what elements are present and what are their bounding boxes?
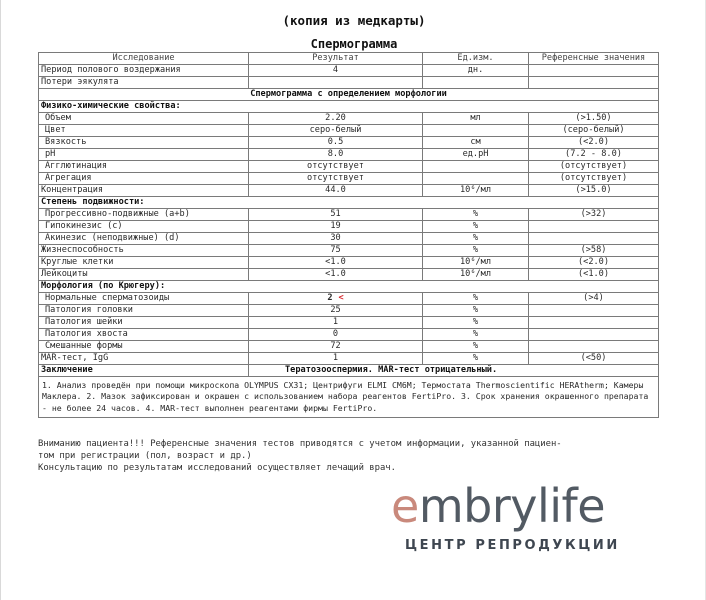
table-row: Нормальные сперматозоиды 2 < % (>4)	[39, 293, 659, 305]
table-row: Прогрессивно-подвижные (a+b) 51 % (>32)	[39, 209, 659, 221]
notice-line: Вниманию пациента!!! Референсные значения тестов приводятся с учетом информации, указанной пациен-	[38, 439, 562, 449]
conclusion-text: Тератозооспермия. MAR-тест отрицательный.	[249, 365, 659, 377]
low-flag: <	[338, 293, 344, 303]
table-row: Вязкость 0.5 см (<2.0)	[39, 137, 659, 149]
section-header-row	[39, 89, 659, 101]
logo-word-rest: mbrylife	[418, 479, 606, 533]
group-header-row	[39, 101, 659, 113]
copy-note: (копия из медкарты)	[282, 13, 426, 28]
abnormal-result: 2	[327, 293, 333, 303]
notice-line: Консультацию по результатам исследований осуществляет лечащий врач.	[38, 463, 396, 474]
column-header: Референсные значения	[529, 53, 659, 65]
table-row: Патология шейки 1 %	[39, 317, 659, 329]
conclusion-row	[39, 365, 659, 377]
table-row: Патология хвоста 0 %	[39, 329, 659, 341]
logo-accent-letter: e	[391, 479, 419, 533]
table-row: Цвет серо-белый (серо-белый)	[39, 125, 659, 137]
table-row: Смешанные формы 72 %	[39, 341, 659, 353]
table-row: Круглые клетки <1.0 10⁶/мл (<2.0)	[39, 257, 659, 269]
group-header-row	[39, 281, 659, 293]
notice-line: том при регистрации (пол, возраст и др.)	[38, 451, 252, 462]
table-row: Агглютинация отсутствует (отсутствует)	[39, 161, 659, 173]
column-header: Результат	[249, 53, 423, 65]
table-row: Лейкоциты <1.0 10⁶/мл (<1.0)	[39, 269, 659, 281]
spermogram-table	[38, 52, 659, 418]
table-row: Акинезис (неподвижные) (d) 30 %	[39, 233, 659, 245]
table-row: pH 8.0 ед.pH (7.2 - 8.0)	[39, 149, 659, 161]
embrylife-logo	[391, 478, 661, 568]
group-header-row	[39, 197, 659, 209]
group-title: Физико-химические свойства:	[39, 101, 659, 113]
table-header-row	[39, 53, 659, 65]
table-row: Концентрация 44.0 10⁶/мл (>15.0)	[39, 185, 659, 197]
column-header: Исследование	[39, 53, 249, 65]
table-row: Патология головки 25 %	[39, 305, 659, 317]
section-title: Спермограмма с определением морфологии	[39, 89, 659, 101]
table-row: Период полового воздержания 4 дн.	[39, 65, 659, 77]
table-row: Гипокинезис (c) 19 %	[39, 221, 659, 233]
table-row: Объем 2.20 мл (>1.50)	[39, 113, 659, 125]
logo-wordmark	[391, 478, 605, 534]
group-title: Степень подвижности:	[39, 197, 659, 209]
conclusion-label: Заключение	[39, 365, 249, 377]
equipment-note: 1. Анализ проведён при помощи микроскопа OLYMPUS CX31; Центрифуги ELMI CM6M; Термостата Thermoscientific HERAtherm; Камеры Маклера. 2. Мазок зафиксирован и окрашен с использованием набора реагентов FertiPro. 3. Срок хранения окрашенного препарата - не более 24 часов. 4. MAR-тест выполнен реагентами фирмы FertiPro.	[39, 377, 659, 418]
table-row: MAR-тест, IgG 1 % (<50)	[39, 353, 659, 365]
column-header: Ед.изм.	[423, 53, 529, 65]
group-title: Морфология (по Крюгеру):	[39, 281, 659, 293]
table-row: Потери эякулята	[39, 77, 659, 89]
patient-notice	[38, 438, 668, 475]
logo-subtitle: ЦЕНТР РЕПРОДУКЦИИ	[405, 538, 620, 553]
note-row	[39, 377, 659, 418]
page-title: Спермограмма	[310, 37, 398, 51]
table-row: Агрегация отсутствует (отсутствует)	[39, 173, 659, 185]
table-row: Жизнеспособность 75 % (>58)	[39, 245, 659, 257]
